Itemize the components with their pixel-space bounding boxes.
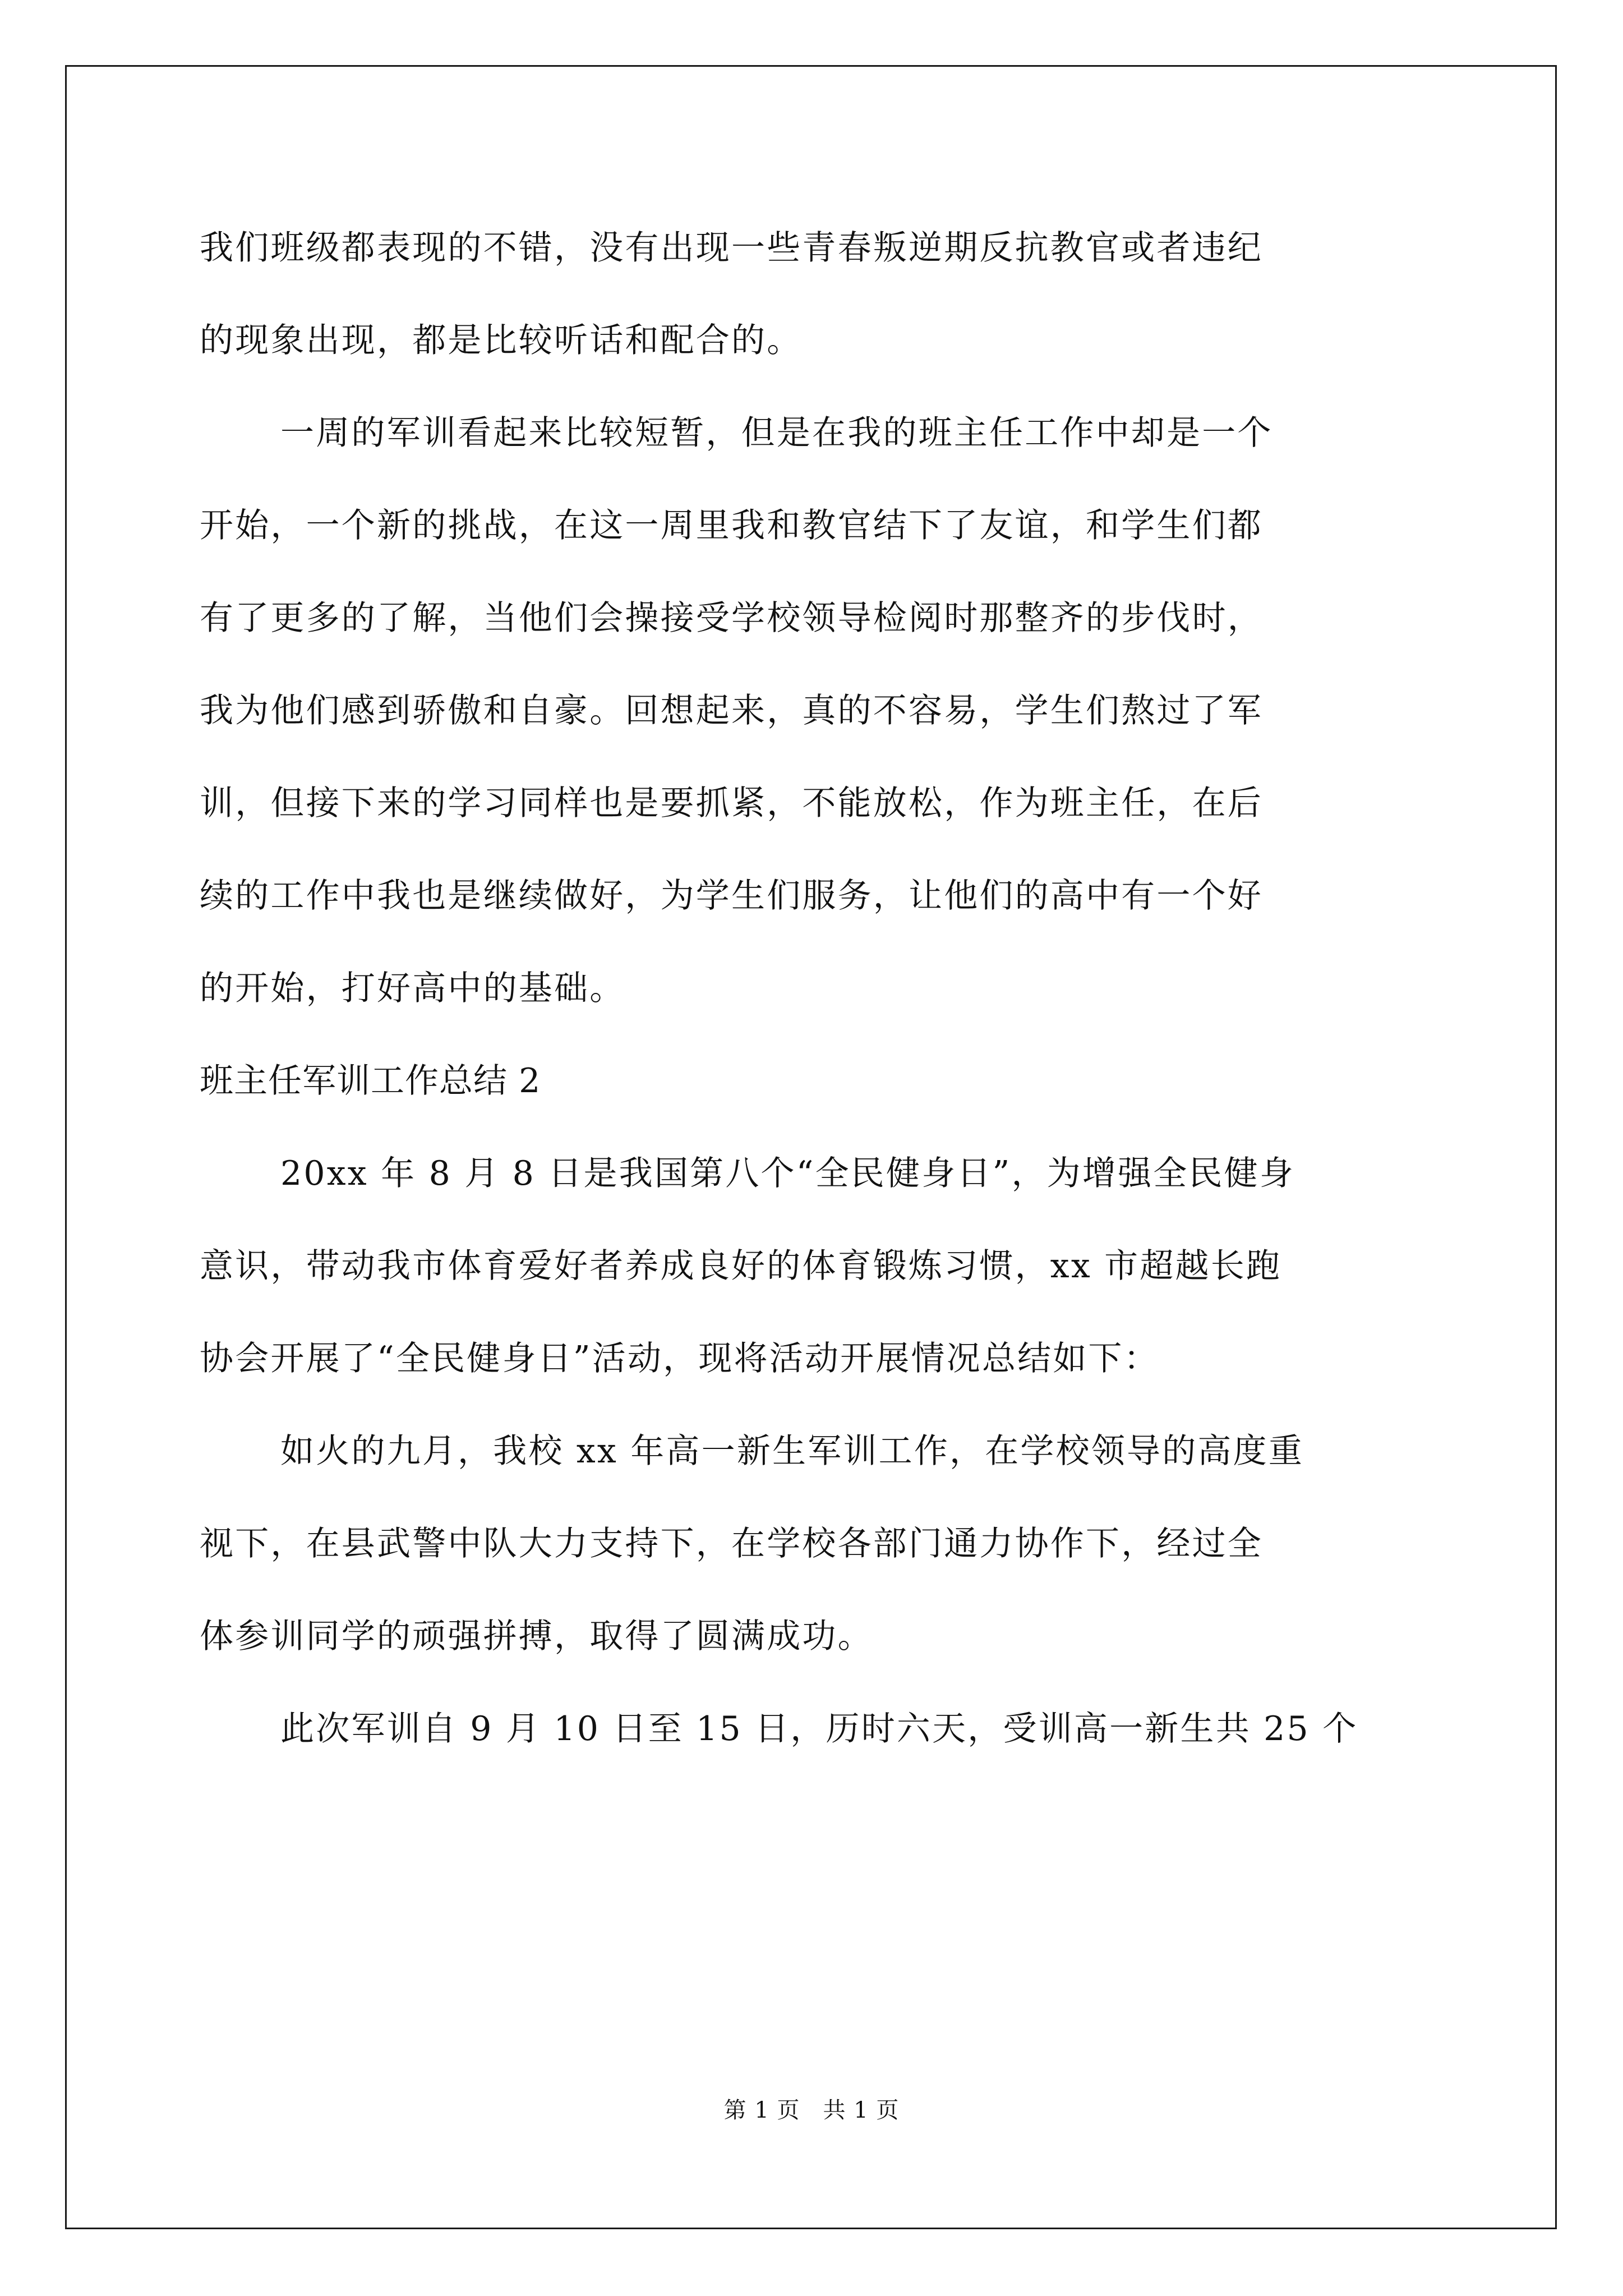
body-line: 的开始，打好高中的基础。 [200, 969, 625, 1008]
body-line: 续的工作中我也是继续做好，为学生们服务，让他们的高中有一个好 [200, 876, 1263, 915]
paragraph-start-line: 此次军训自 9 月 10 日至 15 日，历时六天，受训高一新生共 25 个 [280, 1709, 1358, 1749]
paragraph-start-line: 如火的九月，我校 xx 年高一新生军训工作，在学校领导的高度重 [280, 1432, 1304, 1471]
body-line: 开始，一个新的挑战，在这一周里我和教官结下了友谊，和学生们都 [200, 506, 1263, 545]
body-line: 意识，带动我市体育爱好者养成良好的体育锻炼习惯，xx 市超越长跑 [200, 1246, 1282, 1286]
body-line: 协会开展了“全民健身日”活动，现将活动开展情况总结如下： [200, 1339, 1159, 1378]
paragraph-start-line: 20xx 年 8 月 8 日是我国第八个“全民健身日”，为增强全民健身 [280, 1154, 1295, 1193]
body-line: 的现象出现，都是比较听话和配合的。 [200, 321, 803, 360]
body-line: 训，但接下来的学习同样也是要抓紧，不能放松，作为班主任，在后 [200, 784, 1263, 823]
section-heading: 班主任军训工作总结 2 [200, 1061, 541, 1101]
paragraph-start-line: 一周的军训看起来比较短暂，但是在我的班主任工作中却是一个 [280, 413, 1273, 453]
body-line: 我为他们感到骄傲和自豪。回想起来，真的不容易，学生们熬过了军 [200, 691, 1263, 730]
body-line: 我们班级都表现的不错，没有出现一些青春叛逆期反抗教官或者违纪 [200, 228, 1263, 268]
document-body [200, 202, 1422, 1775]
body-line: 视下，在县武警中队大力支持下，在学校各部门通力协作下，经过全 [200, 1524, 1263, 1563]
body-line: 有了更多的了解，当他们会操接受学校领导检阅时那整齐的步伐时， [200, 599, 1263, 638]
page-number-footer: 第 1 页 共 1 页 [723, 2097, 900, 2123]
body-line: 体参训同学的顽强拼搏，取得了圆满成功。 [200, 1617, 873, 1656]
